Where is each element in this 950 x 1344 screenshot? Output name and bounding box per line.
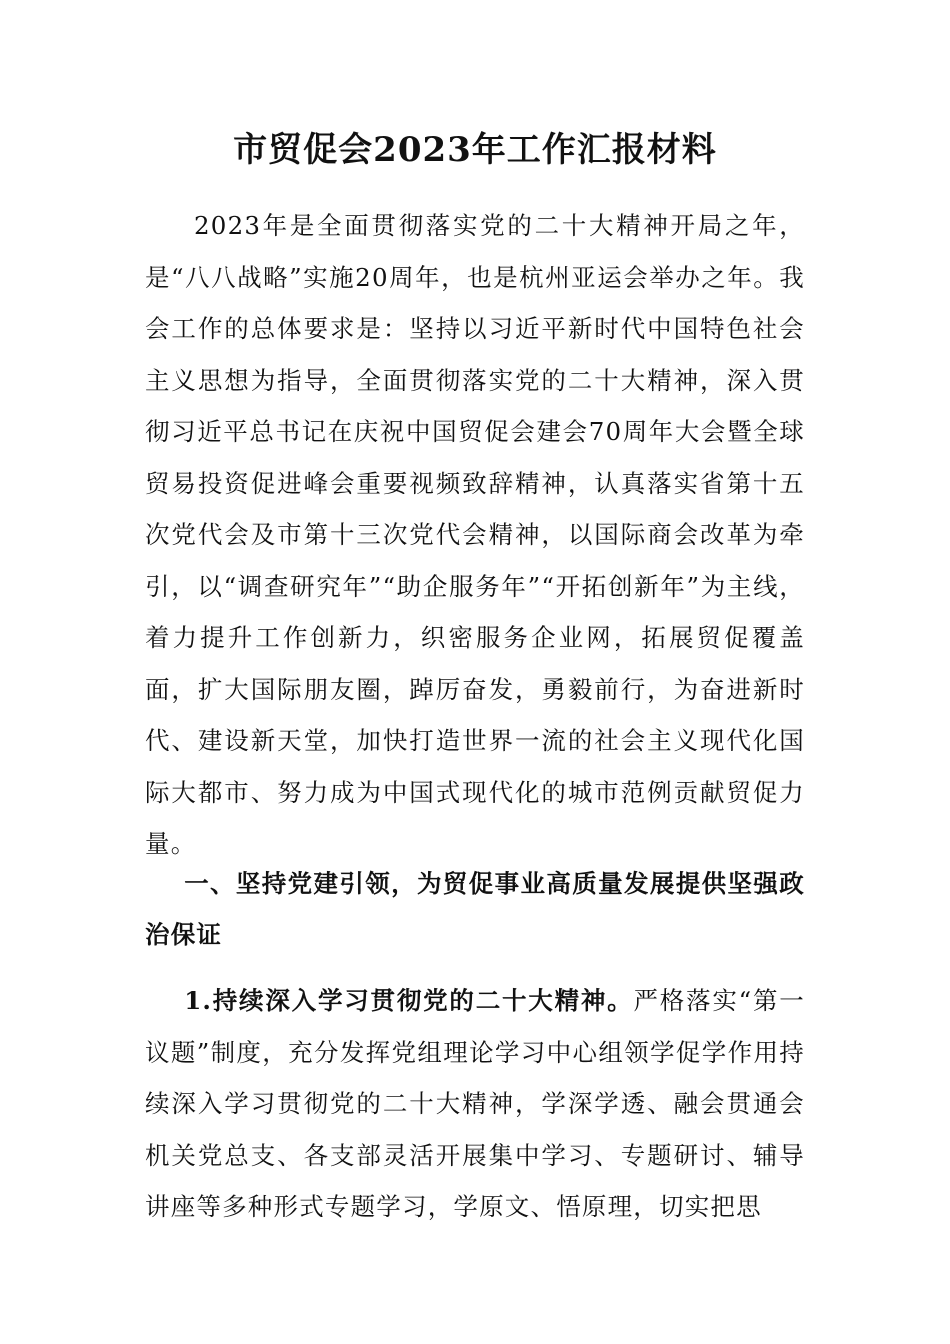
intro-paragraph: 2023年是全面贯彻落实党的二十大精神开局之年，是“八八战略”实施20周年，也是杭州亚运会举办之年。我会工作的总体要求是：坚持以习近平新时代中国特色社会主义思想为指导，全面贯彻落实党的二十大精神，深入贯彻习近平总书记在庆祝中国贸促会建会70周年大会暨全球贸易投资促进峰会重要视频致辞精神，认真落实省第十五次党代会及市第十三次党代会精神，以国际商会改革为牵引，以“调查研究年”“助企服务年”“开拓创新年”为主线，着力提升工作创新力，织密服务企业网，拓展贸促覆盖面，扩大国际朋友圈，踔厉奋发，勇毅前行，为奋进新时代、建设新天堂，加快打造世界一流的社会主义现代化国际大都市、努力成为中国式现代化的城市范例贡献贸促力量。 [145, 211, 805, 858]
item-1-body: 严格落实“第一议题”制度，充分发挥党组理论学习中心组领学促学作用持续深入学习贯彻党的二十大精神，学深学透、融会贯通会机关党总支、各支部灵活开展集中学习、专题研讨、辅导讲座等多种形式专题学习，学原文、悟原理，切实把思 [145, 986, 805, 1221]
section-heading-1: 一、坚持党建引领，为贸促事业高质量发展提供坚强政治保证 [145, 869, 805, 949]
document-title: 市贸促会2023年工作汇报材料 [233, 130, 717, 170]
item-1-paragraph [145, 975, 805, 1233]
item-1-title: 1.持续深入学习贯彻党的二十大精神。 [184, 986, 634, 1015]
